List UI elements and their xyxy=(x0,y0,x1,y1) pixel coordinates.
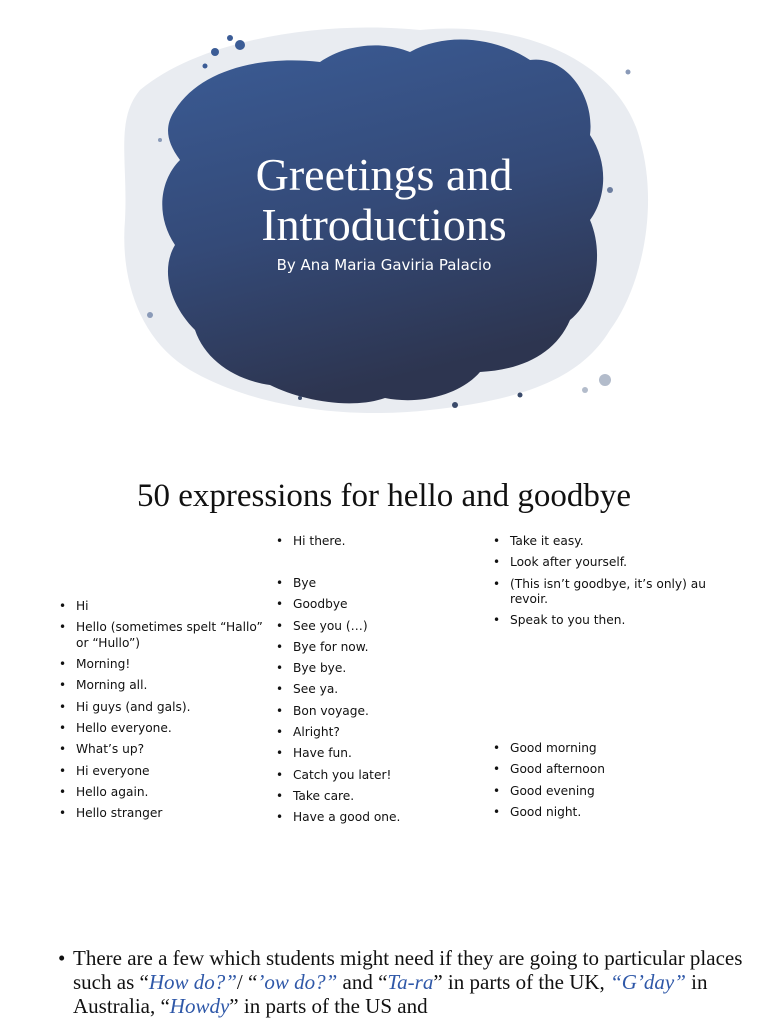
list-item: • Bye for now. xyxy=(276,640,466,656)
paragraph-bullet: • xyxy=(58,946,66,970)
list-item: • Hi xyxy=(59,599,274,615)
list-item: • Take care. xyxy=(276,789,466,805)
text-segment: ” in parts of the US and xyxy=(229,994,428,1018)
list-item: • Hello (sometimes spelt “Hallo” or “Hullo”) xyxy=(59,620,274,651)
list-item: • Hello everyone. xyxy=(59,721,274,737)
regional-expressions-paragraph xyxy=(58,946,748,1018)
list-item: • Hello stranger xyxy=(59,806,274,822)
list-item: • See you (…) xyxy=(276,619,466,635)
author-byline: By Ana Maria Gaviria Palacio xyxy=(276,256,492,274)
slide-title-line-2: Introductions xyxy=(261,199,507,250)
title-slide xyxy=(0,0,768,432)
list-item: • Good night. xyxy=(493,805,708,821)
list-item: • Speak to you then. xyxy=(493,613,708,629)
list-item: • Hi there. xyxy=(276,534,466,550)
time-greetings-list xyxy=(493,741,708,826)
expression-ta-ra: Ta-ra xyxy=(387,970,434,994)
title-block xyxy=(134,150,634,274)
list-column-3-top xyxy=(493,534,708,635)
list-item: • Hi everyone xyxy=(59,764,274,780)
list-item: • Hello again. xyxy=(59,785,274,801)
expression-ow-do: ’ow do?” xyxy=(257,970,338,994)
list-item: • Alright? xyxy=(276,725,466,741)
list-item: • Good afternoon xyxy=(493,762,708,778)
list-item: • Good morning xyxy=(493,741,708,757)
list-item: • Have a good one. xyxy=(276,810,466,826)
slide-title-line-1: Greetings and xyxy=(255,149,513,200)
slide-title: 50 expressions for hello and goodbye xyxy=(137,478,631,514)
list-item: • Catch you later! xyxy=(276,768,466,784)
list-item: • Goodbye xyxy=(276,597,466,613)
list-item: • Good evening xyxy=(493,784,708,800)
list-column-2-top xyxy=(276,534,466,555)
list-item: • Have fun. xyxy=(276,746,466,762)
expression-howdy: Howdy xyxy=(169,994,230,1018)
list-item: • Look after yourself. xyxy=(493,555,708,571)
text-segment: and “ xyxy=(337,970,388,994)
list-item: • Morning all. xyxy=(59,678,274,694)
goodbye-list-column-2 xyxy=(276,576,466,832)
list-item: • Morning! xyxy=(59,657,274,673)
text-segment: ” in parts of the UK, xyxy=(433,970,611,994)
list-item: • Bon voyage. xyxy=(276,704,466,720)
list-item: • Bye xyxy=(276,576,466,592)
expression-how-do: How do?” xyxy=(148,970,237,994)
list-item: • Hi guys (and gals). xyxy=(59,700,274,716)
text-segment: There are a few which students might need if they are going to particular places such as “ xyxy=(73,946,743,994)
list-item: • Take it easy. xyxy=(493,534,708,550)
text-segment: / “ xyxy=(236,970,258,994)
hello-list-column-1 xyxy=(59,599,274,827)
list-item: • Bye bye. xyxy=(276,661,466,677)
list-item: • What’s up? xyxy=(59,742,274,758)
expression-gday: “G’day” xyxy=(610,970,686,994)
text-segment: in Australia, “ xyxy=(73,970,708,1018)
expressions-slide xyxy=(0,433,768,1024)
list-item: • See ya. xyxy=(276,682,466,698)
list-item: • (This isn’t goodbye, it’s only) au revoir. xyxy=(493,577,708,608)
